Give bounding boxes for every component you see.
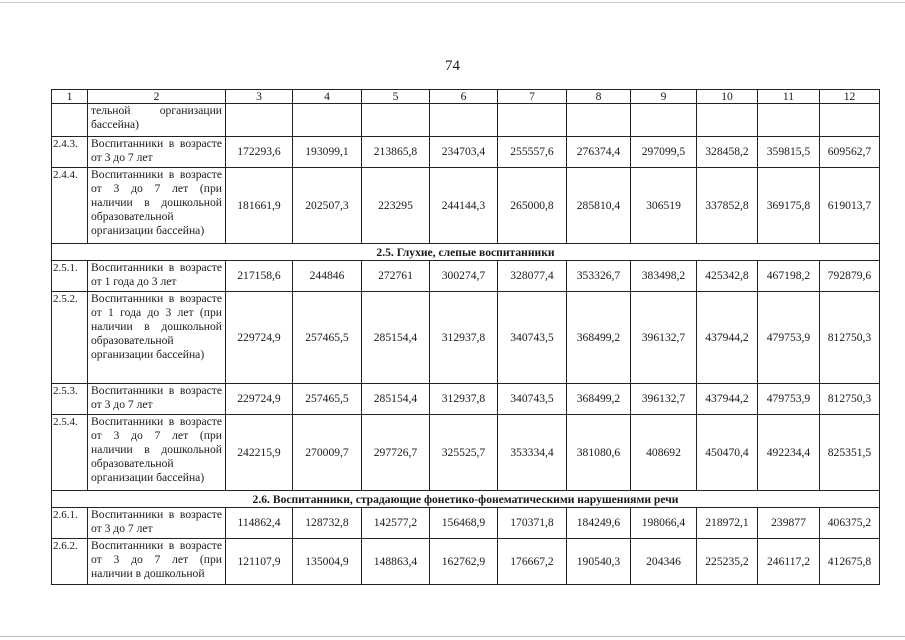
cost-value-cell: 272761: [362, 261, 430, 292]
cost-value-cell: 229724,9: [226, 292, 293, 384]
cost-value-cell: 492234,4: [758, 415, 820, 491]
cost-value-cell: 328458,2: [697, 137, 758, 168]
cost-value-cell: 285154,4: [362, 292, 430, 384]
cost-value-cell: 270009,7: [293, 415, 362, 491]
cost-value-cell: 412675,8: [820, 539, 880, 585]
row-code: 2.5.1.: [52, 261, 88, 292]
cost-value-cell: 285154,4: [362, 384, 430, 415]
cost-value-cell: [567, 104, 631, 137]
section-title: 2.5. Глухие, слепые воспитанники: [52, 244, 880, 261]
cost-value-cell: 156468,9: [430, 508, 498, 539]
cost-value-cell: [498, 104, 567, 137]
row-code: 2.4.4.: [52, 168, 88, 244]
cost-value-cell: 425342,8: [697, 261, 758, 292]
column-number-header: 5: [362, 90, 430, 104]
cost-value-cell: 792879,6: [820, 261, 880, 292]
table-row: [52, 168, 880, 244]
cost-value-cell: 213865,8: [362, 137, 430, 168]
cost-value-cell: 437944,2: [697, 292, 758, 384]
table-row: [52, 415, 880, 491]
section-row: [52, 244, 880, 261]
cost-value-cell: 234703,4: [430, 137, 498, 168]
row-code: 2.5.3.: [52, 384, 88, 415]
cost-value-cell: 325525,7: [430, 415, 498, 491]
cost-value-cell: 225235,2: [697, 539, 758, 585]
cost-value-cell: 337852,8: [697, 168, 758, 244]
cost-value-cell: 383498,2: [631, 261, 697, 292]
cost-value-cell: 812750,3: [820, 384, 880, 415]
cost-value-cell: 190540,3: [567, 539, 631, 585]
cost-value-cell: 242215,9: [226, 415, 293, 491]
column-number-header: 8: [567, 90, 631, 104]
cost-value-cell: 340743,5: [498, 384, 567, 415]
cost-value-cell: 619013,7: [820, 168, 880, 244]
cost-value-cell: 406375,2: [820, 508, 880, 539]
cost-value-cell: 450470,4: [697, 415, 758, 491]
column-number-header: 3: [226, 90, 293, 104]
cost-value-cell: 184249,6: [567, 508, 631, 539]
cost-value-cell: 369175,8: [758, 168, 820, 244]
column-number-header: 4: [293, 90, 362, 104]
cost-value-cell: 142577,2: [362, 508, 430, 539]
cost-value-cell: 368499,2: [567, 384, 631, 415]
cost-value-cell: 257465,5: [293, 292, 362, 384]
cost-value-cell: 218972,1: [697, 508, 758, 539]
cost-value-cell: [226, 104, 293, 137]
cost-value-cell: 244846: [293, 261, 362, 292]
cost-value-cell: 176667,2: [498, 539, 567, 585]
table-row: [52, 508, 880, 539]
cost-value-cell: [820, 104, 880, 137]
row-code: 2.6.2.: [52, 539, 88, 585]
row-code: 2.5.2.: [52, 292, 88, 384]
cost-value-cell: 368499,2: [567, 292, 631, 384]
page-number: 74: [445, 58, 460, 74]
cost-value-cell: 340743,5: [498, 292, 567, 384]
cost-value-cell: 353326,7: [567, 261, 631, 292]
cost-value-cell: 285810,4: [567, 168, 631, 244]
cost-value-cell: [293, 104, 362, 137]
cost-value-cell: 229724,9: [226, 384, 293, 415]
cost-value-cell: 193099,1: [293, 137, 362, 168]
cost-value-cell: 306519: [631, 168, 697, 244]
column-number-header: 9: [631, 90, 697, 104]
row-description: Воспитанники в возрасте от 3 до 7 лет: [88, 508, 226, 539]
cost-value-cell: 246117,2: [758, 539, 820, 585]
tariff-table: [51, 89, 880, 585]
cost-value-cell: 114862,4: [226, 508, 293, 539]
row-description: Воспитанники в возрасте от 1 года до 3 лет (при наличии в дошкольной образовательной организации бассейна): [88, 292, 226, 384]
cost-value-cell: 121107,9: [226, 539, 293, 585]
cost-value-cell: 204346: [631, 539, 697, 585]
cost-value-cell: 172293,6: [226, 137, 293, 168]
cost-value-cell: 223295: [362, 168, 430, 244]
column-number-header: 1: [52, 90, 88, 104]
cost-value-cell: 300274,7: [430, 261, 498, 292]
row-code: 2.6.1.: [52, 508, 88, 539]
column-number-header: 11: [758, 90, 820, 104]
cost-value-cell: 437944,2: [697, 384, 758, 415]
table-row: [52, 292, 880, 384]
cost-value-cell: 297726,7: [362, 415, 430, 491]
cost-value-cell: 181661,9: [226, 168, 293, 244]
table-row: [52, 137, 880, 168]
table-row: [52, 384, 880, 415]
cost-value-cell: 312937,8: [430, 384, 498, 415]
row-description: Воспитанники в возрасте от 3 до 7 лет: [88, 384, 226, 415]
cost-value-cell: 359815,5: [758, 137, 820, 168]
cost-value-cell: 812750,3: [820, 292, 880, 384]
row-description: Воспитанники в возрасте от 1 года до 3 лет: [88, 261, 226, 292]
cost-value-cell: [697, 104, 758, 137]
cost-value-cell: 297099,5: [631, 137, 697, 168]
cost-value-cell: 162762,9: [430, 539, 498, 585]
cost-value-cell: 239877: [758, 508, 820, 539]
section-row: [52, 491, 880, 508]
cost-value-cell: 255557,6: [498, 137, 567, 168]
table-row: [52, 261, 880, 292]
row-description: Воспитанники в возрасте от 3 до 7 лет (при наличии в дошкольной: [88, 539, 226, 585]
cost-value-cell: [430, 104, 498, 137]
row-description: тельной организации бассейна): [88, 104, 226, 137]
row-code: 2.4.3.: [52, 137, 88, 168]
cost-value-cell: 135004,9: [293, 539, 362, 585]
cost-value-cell: 396132,7: [631, 384, 697, 415]
cost-value-cell: 467198,2: [758, 261, 820, 292]
cost-value-cell: 202507,3: [293, 168, 362, 244]
cost-value-cell: 128732,8: [293, 508, 362, 539]
cost-value-cell: 265000,8: [498, 168, 567, 244]
cost-value-cell: 396132,7: [631, 292, 697, 384]
cost-value-cell: [631, 104, 697, 137]
scan-edge-bottom: [0, 636, 905, 637]
cost-value-cell: 312937,8: [430, 292, 498, 384]
cost-value-cell: 381080,6: [567, 415, 631, 491]
row-code: [52, 104, 88, 137]
column-number-header: 10: [697, 90, 758, 104]
cost-value-cell: 328077,4: [498, 261, 567, 292]
cost-value-cell: 825351,5: [820, 415, 880, 491]
scan-edge-top: [0, 2, 905, 3]
cost-value-cell: 244144,3: [430, 168, 498, 244]
table-row: [52, 104, 880, 137]
cost-value-cell: 408692: [631, 415, 697, 491]
column-number-header: 6: [430, 90, 498, 104]
row-description: Воспитанники в возрасте от 3 до 7 лет (при наличии в дошкольной образовательной организации бассейна): [88, 415, 226, 491]
cost-value-cell: 217158,6: [226, 261, 293, 292]
column-number-header: 2: [88, 90, 226, 104]
cost-value-cell: 257465,5: [293, 384, 362, 415]
row-code: 2.5.4.: [52, 415, 88, 491]
cost-value-cell: 198066,4: [631, 508, 697, 539]
row-description: Воспитанники в возрасте от 3 до 7 лет (при наличии в дошкольной образовательной организации бассейна): [88, 168, 226, 244]
cost-value-cell: 479753,9: [758, 384, 820, 415]
column-number-row: [52, 90, 880, 104]
cost-value-cell: 479753,9: [758, 292, 820, 384]
cost-value-cell: 353334,4: [498, 415, 567, 491]
cost-value-cell: [758, 104, 820, 137]
column-number-header: 12: [820, 90, 880, 104]
table-row: [52, 539, 880, 585]
table-body: [52, 104, 880, 585]
cost-value-cell: 170371,8: [498, 508, 567, 539]
cost-value-cell: [362, 104, 430, 137]
cost-value-cell: 609562,7: [820, 137, 880, 168]
row-description: Воспитанники в возрасте от 3 до 7 лет: [88, 137, 226, 168]
cost-value-cell: 276374,4: [567, 137, 631, 168]
cost-value-cell: 148863,4: [362, 539, 430, 585]
section-title: 2.6. Воспитанники, страдающие фонетико-фонематическими нарушениями речи: [52, 491, 880, 508]
column-number-header: 7: [498, 90, 567, 104]
